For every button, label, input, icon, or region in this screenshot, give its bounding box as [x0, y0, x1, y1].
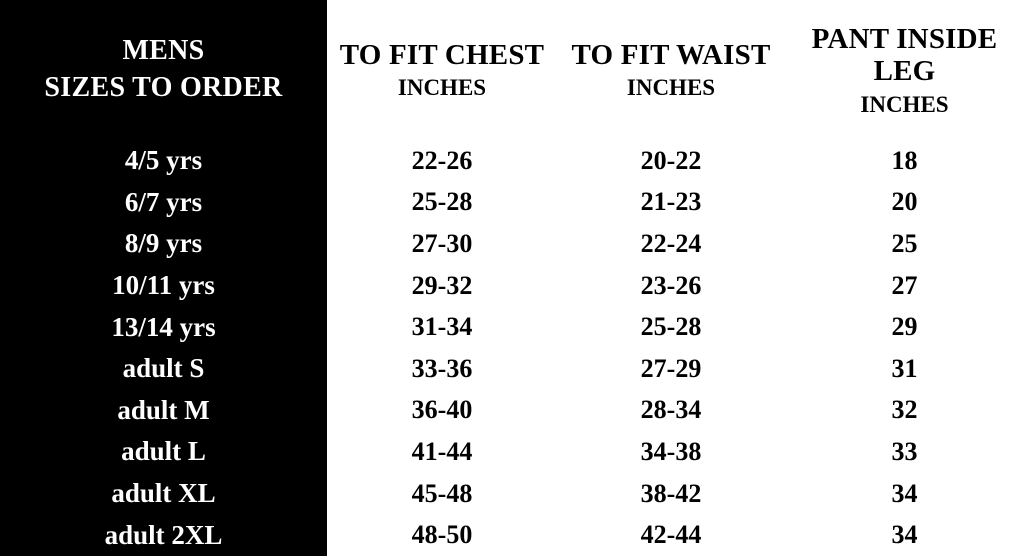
table-row: [0, 390, 1024, 432]
table-row: [0, 473, 1024, 515]
row-chest-value: 36-40: [327, 390, 557, 432]
header-waist-main: TO FIT WAIST: [571, 38, 771, 71]
header-chest-unit: INCHES: [397, 75, 487, 101]
row-size-label: adult 2XL: [0, 514, 327, 556]
table-row: [0, 223, 1024, 265]
table-row: [0, 182, 1024, 224]
row-chest-value: 27-30: [327, 223, 557, 265]
table-body: [0, 140, 1024, 556]
table-row: [0, 431, 1024, 473]
row-size-label: 13/14 yrs: [0, 306, 327, 348]
header-chest-main: TO FIT CHEST: [339, 38, 545, 71]
header-corner-line-2: SIZES TO ORDER: [44, 72, 283, 103]
header-waist-unit: INCHES: [626, 75, 716, 101]
row-leg-value: 31: [785, 348, 1024, 390]
table-row: [0, 348, 1024, 390]
header-corner-line-1: MENS: [122, 35, 205, 67]
header-inside-leg: [785, 0, 1024, 140]
row-size-label: adult L: [0, 431, 327, 473]
row-leg-value: 18: [785, 140, 1024, 182]
row-chest-value: 25-28: [327, 182, 557, 224]
row-size-label: 4/5 yrs: [0, 140, 327, 182]
row-size-label: 6/7 yrs: [0, 182, 327, 224]
row-size-label: 8/9 yrs: [0, 223, 327, 265]
table-row: [0, 265, 1024, 307]
row-size-label: 10/11 yrs: [0, 265, 327, 307]
row-chest-value: 41-44: [327, 431, 557, 473]
row-chest-value: 31-34: [327, 306, 557, 348]
row-waist-value: 22-24: [557, 223, 785, 265]
row-leg-value: 32: [785, 390, 1024, 432]
row-waist-value: 42-44: [557, 514, 785, 556]
table-row: [0, 514, 1024, 556]
row-leg-value: 27: [785, 265, 1024, 307]
row-size-label: adult XL: [0, 473, 327, 515]
row-leg-value: 29: [785, 306, 1024, 348]
row-waist-value: 34-38: [557, 431, 785, 473]
row-waist-value: 25-28: [557, 306, 785, 348]
table-row: [0, 140, 1024, 182]
row-chest-value: 29-32: [327, 265, 557, 307]
row-leg-value: 20: [785, 182, 1024, 224]
row-leg-value: 34: [785, 514, 1024, 556]
row-leg-value: 34: [785, 473, 1024, 515]
row-chest-value: 33-36: [327, 348, 557, 390]
row-size-label: adult S: [0, 348, 327, 390]
row-waist-value: 38-42: [557, 473, 785, 515]
header-mens-sizes: [0, 0, 327, 140]
row-size-label: adult M: [0, 390, 327, 432]
row-chest-value: 45-48: [327, 473, 557, 515]
row-waist-value: 27-29: [557, 348, 785, 390]
header-chest: [327, 0, 557, 140]
row-waist-value: 23-26: [557, 265, 785, 307]
row-chest-value: 22-26: [327, 140, 557, 182]
header-inside-leg-unit: INCHES: [860, 91, 949, 117]
row-waist-value: 20-22: [557, 140, 785, 182]
row-waist-value: 21-23: [557, 182, 785, 224]
header-inside-leg-main: PANT INSIDE LEG: [811, 22, 998, 88]
row-leg-value: 25: [785, 223, 1024, 265]
header-waist: [557, 0, 785, 140]
table-row: [0, 306, 1024, 348]
table-header-row: [0, 0, 1024, 140]
row-leg-value: 33: [785, 431, 1024, 473]
row-waist-value: 28-34: [557, 390, 785, 432]
row-chest-value: 48-50: [327, 514, 557, 556]
